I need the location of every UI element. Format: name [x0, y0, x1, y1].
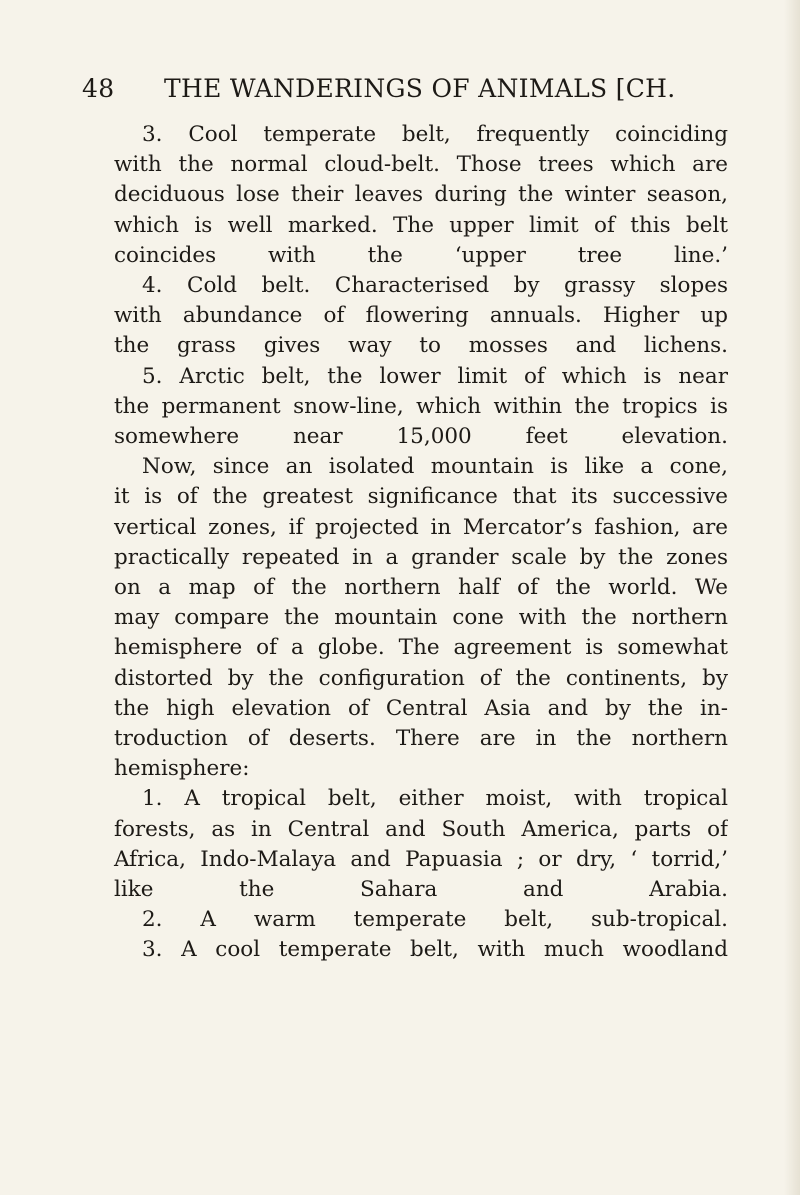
- text-line: vertical zones, if projected in Mercator’s fashion, are: [114, 514, 728, 540]
- text-line: the permanent snow-line, which within the tropics is: [114, 393, 728, 419]
- text-line: with abundance of flowering annuals. Higher up: [114, 303, 728, 329]
- text-line: 1. A tropical belt, either moist, with tropical: [142, 786, 728, 812]
- text-line: may compare the mountain cone with the northern: [114, 605, 728, 631]
- paragraph-mountain-cone: [86, 452, 728, 784]
- text-line: which is well marked. The upper limit of this belt: [114, 212, 728, 238]
- text-line: on a map of the northern half of the world. We: [114, 575, 728, 601]
- text-line: deciduous lose their leaves during the winter season,: [114, 182, 728, 208]
- text-line: coincides with the ‘upper tree line.’: [114, 242, 728, 268]
- text-line: 5. Arctic belt, the lower limit of which is near: [142, 363, 728, 389]
- page-edge-shadow: [784, 0, 800, 1195]
- text-line: hemisphere of a globe. The agreement is somewhat: [114, 635, 728, 661]
- text-line: it is of the greatest significance that its successive: [114, 484, 728, 510]
- text-line: practically repeated in a grander scale by the zones: [114, 544, 728, 570]
- text-line: 3. Cool temperate belt, frequently coinciding: [142, 122, 728, 147]
- text-line: troduction of deserts. There are in the northern: [114, 726, 728, 752]
- text-line: the high elevation of Central Asia and by the in-: [114, 695, 728, 721]
- paragraph-arctic-belt: [86, 362, 728, 453]
- body-text: [86, 120, 728, 966]
- text-line: somewhere near 15,000 feet elevation.: [114, 424, 728, 450]
- text-line: hemisphere:: [114, 756, 250, 782]
- text-line: distorted by the configuration of the continents, by: [114, 665, 728, 691]
- text-line: 4. Cold belt. Characterised by grassy slopes: [142, 273, 728, 299]
- paragraph-cool-temperate-world: [86, 935, 728, 965]
- text-line: with the normal cloud-belt. Those trees which are: [114, 152, 728, 178]
- text-line: 2. A warm temperate belt, sub-tropical.: [142, 907, 728, 933]
- running-head: THE WANDERINGS OF ANIMALS [CH.: [164, 74, 676, 103]
- paragraph-warm-temperate: [86, 905, 728, 935]
- text-line: Now, since an isolated mountain is like a cone,: [142, 454, 728, 480]
- text-line: the grass gives way to mosses and lichens.: [114, 333, 728, 359]
- text-line: forests, as in Central and South America, parts of: [114, 816, 728, 842]
- text-line: like the Sahara and Arabia.: [114, 877, 728, 903]
- paragraph-tropical-belt: [86, 784, 728, 905]
- paragraph-cool-temperate: [86, 120, 728, 271]
- paragraph-cold-belt: [86, 271, 728, 362]
- text-line: 3. A cool temperate belt, with much woodland: [142, 937, 728, 963]
- text-line: Africa, Indo-Malaya and Papuasia ; or dry, ‘ torrid,’: [114, 846, 728, 872]
- page-header: [82, 68, 732, 108]
- page-number: 48: [82, 74, 115, 103]
